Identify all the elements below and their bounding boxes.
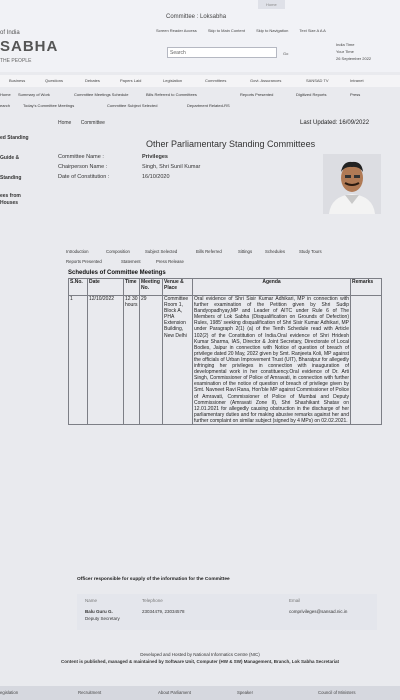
tab-introduction[interactable]: Introduction: [66, 249, 89, 254]
lok-sabha-committee-title: Committee : Loksabha: [166, 14, 227, 20]
brand-line-1: of India: [0, 30, 20, 36]
nav-item-govt-assurances[interactable]: Govt. Assurances: [250, 78, 282, 83]
footer-links: [0, 686, 400, 700]
officer-telephone: 23034479, 23034578: [142, 609, 185, 614]
nav-item-intranet[interactable]: Intranet: [350, 78, 364, 83]
brand-logo-text[interactable]: SABHA: [0, 38, 59, 55]
cell-date: 12/10/2022: [88, 296, 124, 425]
committee-sidebar: [0, 125, 48, 245]
home-tab[interactable]: Home: [258, 0, 285, 9]
footer-link-about-parliament[interactable]: About Parliament: [158, 690, 191, 695]
cell-time: 12 30 hours: [124, 296, 140, 425]
footer-link-council-of-ministers[interactable]: Council of Ministers: [318, 690, 356, 695]
column-header-date: Date: [88, 279, 124, 296]
current-date: 26 September 2022: [336, 56, 372, 61]
subnav-press[interactable]: Press: [350, 92, 361, 97]
subnav-home[interactable]: Home: [0, 92, 11, 97]
tab-press-release[interactable]: Press Release: [156, 259, 184, 264]
subnav-reports-presented[interactable]: Reports Presented: [240, 92, 274, 97]
subnav-todays-meetings[interactable]: Today's Committee Meetings: [23, 103, 75, 108]
sidebar-item-committees-from[interactable]: ees from: [0, 193, 21, 199]
nav-item-business[interactable]: Business: [9, 78, 26, 83]
sidebar-item-standing[interactable]: ed Standing: [0, 135, 29, 141]
nav-item-legislation[interactable]: Legislation: [163, 78, 183, 83]
breadcrumb-home[interactable]: Home: [58, 120, 72, 126]
footer-link-recruitment[interactable]: Recruitment: [78, 690, 102, 695]
nav-item-sansad-tv[interactable]: SANSAD TV: [306, 78, 329, 83]
screen-reader-link[interactable]: Screen Reader Access: [156, 28, 197, 33]
info-label: Chairperson Name :: [58, 164, 108, 170]
tab-subject-selected[interactable]: Subject Selected: [145, 249, 178, 254]
subnav-subject-selected[interactable]: Committee Subject Selected: [107, 103, 158, 108]
chairperson-portrait-icon: [323, 154, 381, 214]
officer-box: [77, 594, 377, 630]
chairperson-photo: [323, 154, 381, 214]
subnav-bills-referred[interactable]: Bills Referred to Committees: [146, 92, 197, 97]
nav-item-committees[interactable]: Committees: [205, 78, 227, 83]
officer-header-email: Email: [289, 598, 301, 603]
column-header-agenda: Agenda: [193, 279, 351, 296]
tab-composition[interactable]: Composition: [106, 249, 130, 254]
subnav-digitized-reports[interactable]: Digitized Reports: [296, 92, 327, 97]
sidebar-item-houses[interactable]: Houses: [0, 200, 19, 206]
your-time-label: Your Time: [336, 49, 354, 54]
breadcrumb: [58, 120, 113, 126]
main-nav: [0, 75, 400, 87]
sidebar-item-standing-2[interactable]: Standing: [0, 175, 22, 181]
schedule-title: Schedules of Committee Meetings: [68, 270, 166, 276]
tab-study-tours[interactable]: Study Tours: [299, 249, 322, 254]
footer-link-speaker[interactable]: Speaker: [237, 690, 254, 695]
column-header-meeting-no: Meeting No.: [140, 279, 163, 296]
info-value: Privileges: [142, 154, 168, 160]
table-header-row: [69, 279, 382, 296]
table-row: [69, 296, 382, 425]
tab-sittings[interactable]: Sittings: [238, 249, 253, 254]
footer-link-legislation[interactable]: egislation: [0, 690, 19, 695]
info-value: Singh, Shri Sunil Kumar: [142, 164, 201, 170]
column-header-venue: Venue & Place: [163, 279, 193, 296]
info-label: Date of Constitution :: [58, 174, 110, 180]
info-label: Committee Name :: [58, 154, 104, 160]
schedule-table: [68, 278, 382, 425]
sidebar-item-guide[interactable]: Guide &: [0, 155, 20, 161]
tab-bills-referred[interactable]: Bills Referred: [196, 249, 222, 254]
officer-header-telephone: Telephone: [142, 598, 163, 603]
officer-header-name: Name: [85, 598, 98, 603]
officer-designation: Deputy Secretary: [85, 616, 120, 621]
text-size-control[interactable]: Text Size A A A: [299, 28, 326, 33]
column-header-time: Time: [124, 279, 140, 296]
skip-to-navigation-link[interactable]: Skip to Navigation: [256, 28, 289, 33]
column-header-sno: S.No.: [69, 279, 88, 296]
footer-hosted-by: Developed and Hosted by National Informatics Centre (NIC): [140, 652, 260, 657]
tab-statement[interactable]: Statement: [121, 259, 141, 264]
cell-agenda: Oral evidence of Shri Sisir Kumar Adhikari, MP in connection with further examination of the Petition given by Shri Sudip Bandyopadhyay,MP and Leader of AITC under Rule 6 of The Members of Lok Sabha (Disqualification on Grounds of Defection) Rules, 1985' seeking disqualification of Shri Sisir Kumar Adhikari, MP under Paragraph 2(1) (a) of the Tenth Schedule read with Article 102(2) of the Constitution of India.Oral evidence of Shri Hridesh Kumar Sharma, IAS, Director & Joint Secretary, Directorate of Local Bodies, Jaipur in connection with Notice of question of breach of privilege dated 20 May, 2022 given by Smt. Ranjeeta Koli, MP against the officials of Urban Improvement Trust (UIT), Bharatpur for allegedly infringing her privileges in connection with inauguration of developmental work in her constituency.Oral evidence of Dr. Arti Singh, Commissioner of Police of Amravati, in connection with further examination of the notice of question of breach of privilege given by Smt. Navneet Ravi Rana, Hon'ble MP against Commissioner of Police of Amravati, Commissioner of Police of Mumbai and Deputy Commissioner (Amravati Zone II), Shri Shashikant Shatav on 12.01.2021 for allegedly causing obstruction in the discharge of her parliamentary duties and for making abusive remarks against her and further complaint on similar subject (signed by 4 MPs) on 02.02.2021.: [194, 296, 349, 424]
india-time-label: India Time: [336, 42, 355, 47]
brand-tagline: THE PEOPLE: [0, 58, 32, 64]
cell-sno: 1: [69, 296, 88, 425]
column-header-remarks: Remarks: [351, 279, 382, 296]
skip-to-content-link[interactable]: Skip to Main Content: [207, 28, 245, 33]
footer-maintained-by: Content is published, managed & maintained by Software Unit, Computer (HW & SW) Management, Branch, Lok Sabha Secretariat: [60, 659, 340, 664]
subnav-search[interactable]: earch: [0, 103, 11, 108]
subnav-summary-of-work[interactable]: Summary of Work: [18, 92, 50, 97]
site-header: [0, 0, 400, 72]
tab-schedules[interactable]: Schedules: [265, 249, 286, 254]
officer-name: Balu Guru G.: [85, 609, 113, 614]
time-info: [336, 41, 371, 62]
officer-email[interactable]: comprivileges@sansad.nic.in: [289, 609, 348, 614]
cell-venue: Committee Room 1, Block A, PHA Extension Building, New Delhi: [163, 296, 193, 425]
last-updated: Last Updated: 16/09/2022: [300, 120, 370, 126]
subnav-department-related[interactable]: Department Related-RS: [187, 103, 230, 108]
subnav-meetings-schedule[interactable]: Committee Meetings Schedule: [74, 92, 129, 97]
info-value: 16/10/2020: [142, 174, 170, 180]
breadcrumb-committee[interactable]: Committee: [80, 120, 105, 126]
tab-reports-presented[interactable]: Reports Presented: [66, 259, 102, 264]
search-input[interactable]: Search: [167, 47, 277, 58]
page-title: Other Parliamentary Standing Committees: [146, 139, 316, 149]
cell-meeting-no: 29: [140, 296, 163, 425]
nav-item-papers-laid[interactable]: Papers Laid: [120, 78, 142, 83]
nav-item-questions[interactable]: Questions: [45, 78, 64, 83]
nav-item-debates[interactable]: Debates: [85, 78, 100, 83]
cell-remarks: [351, 296, 382, 425]
accessibility-links: [156, 28, 336, 33]
search-go-button[interactable]: Go: [283, 51, 289, 56]
footer-credits: [0, 651, 400, 665]
officer-label: Officer responsible for supply of the information for the Committee: [77, 577, 230, 582]
